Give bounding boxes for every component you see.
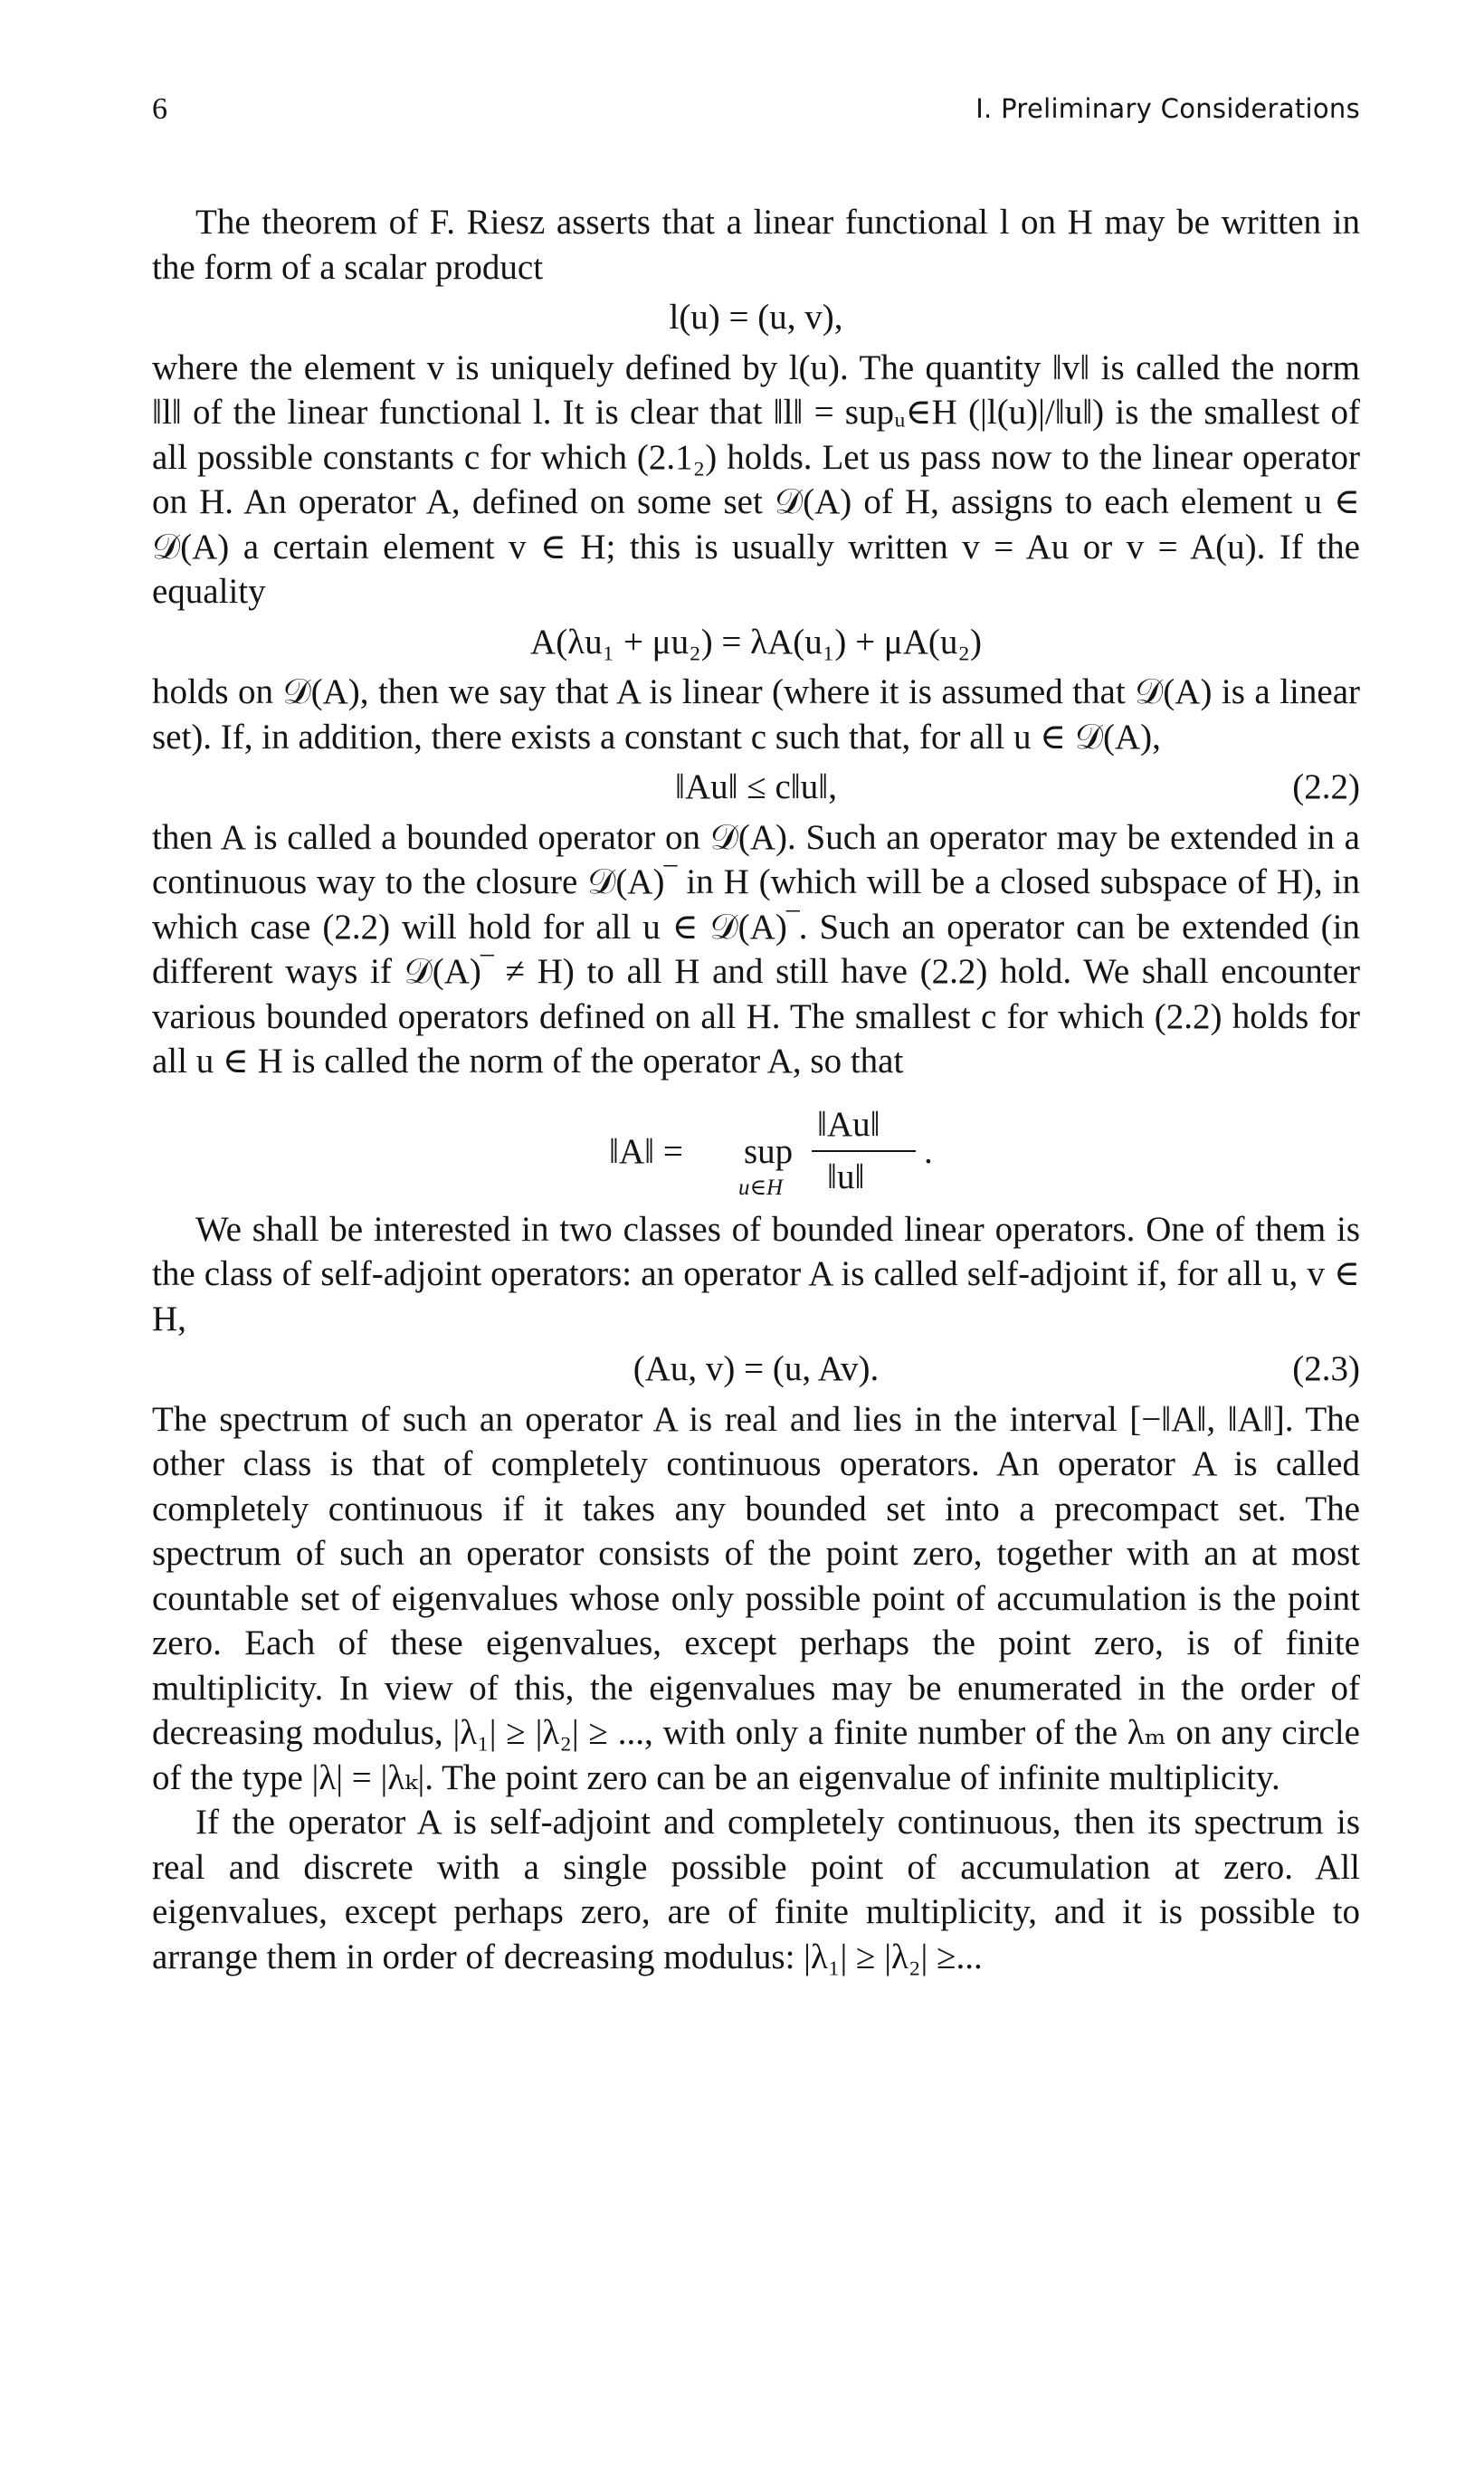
paragraph-riesz-theorem: The theorem of F. Riesz asserts that a linear functional l on H may be written in the form of a scalar product (152, 203, 1360, 287)
paragraph-linear-operator: holds on 𝒟(A), then we say that A is linear (where it is assumed that 𝒟(A) is a linear set). If, in addition, there exists a constant c such that, for all u ∈ 𝒟(A), (152, 672, 1360, 757)
paragraph-bounded-operator: then A is called a bounded operator on 𝒟(A). Such an operator may be extended in a continuous way to the closure 𝒟(A)‾ in H (which will be a closed subspace of H), in which case (2.2) will hold for all u ∈ 𝒟(A)‾. Such an operator can be extended (in different ways if 𝒟(A)‾ ≠ H) to all H and still have (2.2) hold. We shall encounter various bounded operators defined on all H. The smallest c for which (2.2) holds for all u ∈ H is called the norm of the operator A, so that (152, 817, 1360, 1081)
fraction-numerator: ‖Au‖ (817, 1104, 880, 1144)
equation-number: (2.3) (1292, 1349, 1360, 1388)
equation-period: . (924, 1131, 933, 1171)
equation-number: (2.2) (1292, 767, 1360, 806)
equation-text: (Au, v) = (u, Av). (633, 1349, 880, 1388)
fraction-denominator: ‖u‖ (827, 1157, 865, 1196)
paragraph-norm-and-operator: where the element v is uniquely defined by l(u). The quantity ‖v‖ is called the norm ‖l‖ of the linear functional l. It is clear that ‖l‖ = supᵤ∈H (|l(u)|/‖u‖) is the smallest of all possible constants c for which (2.1₂) holds. Let us pass now to the linear operator on H. An operator A, defined on some set 𝒟(A) of H, assigns to each element u ∈ 𝒟(A) a certain element v ∈ H; this is usually written v = Au or v = A(u). If the equality (152, 348, 1360, 611)
running-header (152, 87, 1360, 136)
running-title: I. Preliminary Considerations (975, 93, 1360, 124)
equation-operator-norm (152, 1102, 1360, 1200)
equation-text: ‖Au‖ ≤ c‖u‖, (675, 767, 837, 806)
paragraph-spectrum: The spectrum of such an operator A is real and lies in the interval [−‖A‖, ‖A‖]. The other class is that of completely continuous operators. An operator A is called completely continuous if it takes any bounded set into a precompact set. The spectrum of such an operator consists of the point zero, together with an at most countable set of eigenvalues whose only possible point of accumulation is the point zero. Each of these eigenvalues, except perhaps the point zero, is of finite multiplicity. In view of this, the eigenvalues may be enumerated in the order of decreasing modulus, |λ₁| ≥ |λ₂| ≥ ..., with only a finite number of the λₘ on any circle of the type |λ| = |λₖ|. The point zero can be an eigenvalue of infinite multiplicity. (152, 1399, 1360, 1797)
fraction-bar (812, 1150, 916, 1152)
equation-2-2 (152, 765, 1360, 810)
equation-linearity (152, 620, 1360, 665)
paragraph-self-adjoint: We shall be interested in two classes of bounded linear operators. One of them is the class of self-adjoint operators: an operator A is called self-adjoint if, for all u, v ∈ H, (152, 1209, 1360, 1338)
norm-lhs: ‖A‖ = (609, 1131, 683, 1171)
sup-subscript: u∈H (738, 1175, 784, 1200)
equation-2-3 (152, 1347, 1360, 1392)
sup-operator: sup (744, 1131, 794, 1171)
paragraph-self-adjoint-compact: If the operator A is self-adjoint and completely continuous, then its spectrum is real and discrete with a single possible point of accumulation at zero. All eigenvalues, except perhaps zero, are of finite multiplicity, and it is possible to arrange them in order of decreasing modulus: |λ₁| ≥ |λ₂| ≥... (152, 1803, 1360, 1976)
equation-text: l(u) = (u, v), (669, 298, 843, 337)
page-number: 6 (152, 92, 167, 126)
equation-text: A(λu₁ + μu₂) = λA(u₁) + μA(u₂) (530, 622, 982, 662)
equation-scalar-product (152, 295, 1360, 340)
page-body (152, 200, 1360, 1979)
norm-fraction (609, 1102, 989, 1200)
